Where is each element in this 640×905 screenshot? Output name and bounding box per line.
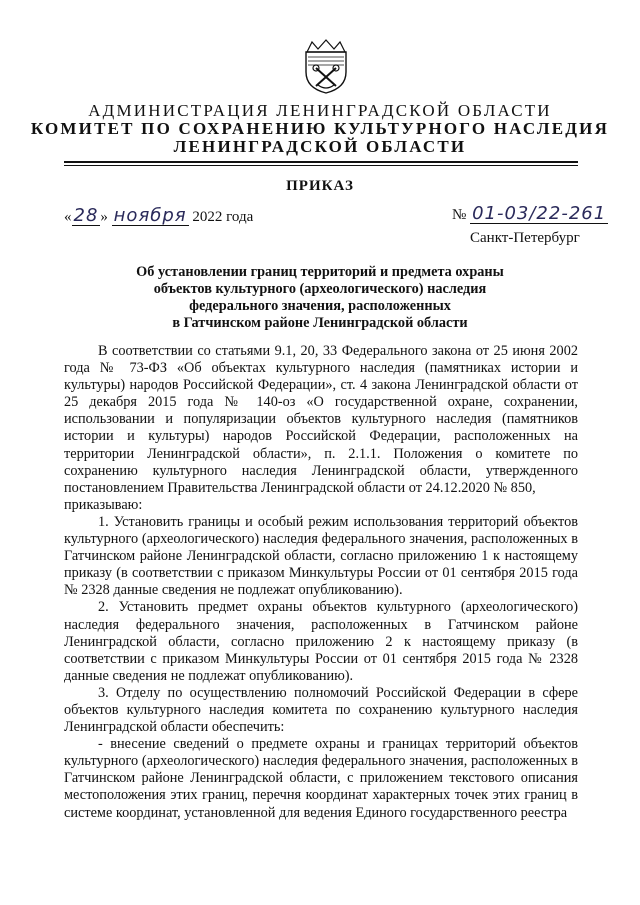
number-prefix: № — [452, 207, 467, 223]
order-verb: приказываю: — [64, 496, 143, 513]
coat-of-arms-icon — [304, 38, 348, 94]
committee-region: ЛЕНИНГРАДСКОЙ ОБЛАСТИ — [173, 137, 467, 156]
date-open-quote: « — [64, 209, 72, 225]
subject-line: в Гатчинском районе Ленинградской области — [172, 315, 468, 331]
order-date — [64, 207, 253, 226]
order-title: ПРИКАЗ — [286, 178, 354, 194]
order-item-3: 3. Отделу по осуществлению полномочий Российской Федерации в сфере объектов культурного наследия комитета по сохранению культурного наследия Ленинградской области обеспечить: — [64, 684, 578, 736]
order-number — [452, 205, 608, 224]
administration-name: АДМИНИСТРАЦИЯ ЛЕНИНГРАДСКОЙ ОБЛАСТИ — [88, 101, 552, 120]
number-value: 01-03/22-261 — [472, 203, 607, 224]
date-year: 2022 года — [192, 209, 254, 225]
order-item-1: 1. Установить границы и особый режим использования территорий объектов культурного (археологического) наследия федерального значения, расположенных в Гатчинском районе Ленинградской области, согласно приложению 1 к настоящему приказу (в соответствии с приказом Минкультуры России от 01 сентября 2015 года № 2328 данные сведения не подлежат опубликованию). — [64, 513, 578, 599]
subject-line: федерального значения, расположенных — [189, 298, 451, 314]
order-subject — [0, 264, 640, 332]
date-month: ноября — [113, 205, 187, 226]
header-divider-thin — [64, 165, 578, 166]
city: Санкт-Петербург — [470, 230, 580, 246]
subject-line: объектов культурного (археологического) наследия — [153, 281, 487, 297]
preamble-paragraph: В соответствии со статьями 9.1, 20, 33 Федерального закона от 25 июня 2002 года № 73-ФЗ «Об объектах культурного наследия (памятниках истории и культуры) народов Российской Федерации», ст. 4 закона Ленинградской области от 25 декабря 2015 года № 140-оз «О государственной охране, сохранении, использовании и популяризации объектов культурного наследия (памятников истории и культуры) народов Российской Федерации, расположенных на территории Ленинградской области», п. 2.1.1. Положения о комитете по сохранению культурного наследия Ленинградской области, утвержденного постановлением Правительства Ленинградской области от 24.12.2020 № 850, — [64, 343, 578, 496]
subject-line: Об установлении границ территорий и предмета охраны — [136, 264, 504, 280]
header-divider-thick — [64, 161, 578, 163]
order-body — [64, 343, 578, 822]
committee-name: КОМИТЕТ ПО СОХРАНЕНИЮ КУЛЬТУРНОГО НАСЛЕДИЯ — [30, 119, 610, 138]
date-day: 28 — [73, 205, 99, 226]
order-item-2: 2. Установить предмет охраны объектов культурного (археологического) наследия федерального значения, расположенных в Гатчинском районе Ленинградской области, согласно приложению 2 к настоящему приказу (в соответствии с приказом Минкультуры России от 01 сентября 2015 года № 2328 данные сведения не подлежат опубликованию). — [64, 599, 578, 684]
date-close-quote: » — [100, 209, 108, 225]
order-item-3-bullet: - внесение сведений о предмете охраны и границах территорий объектов культурного (археологического) наследия федерального значения, расположенных в Гатчинском районе Ленинградской области, с приложением текстового описания местоположения этих границ, перечня координат характерных точек этих границ в системе координат, установленной для ведения Единого государственного реестра — [64, 736, 578, 821]
